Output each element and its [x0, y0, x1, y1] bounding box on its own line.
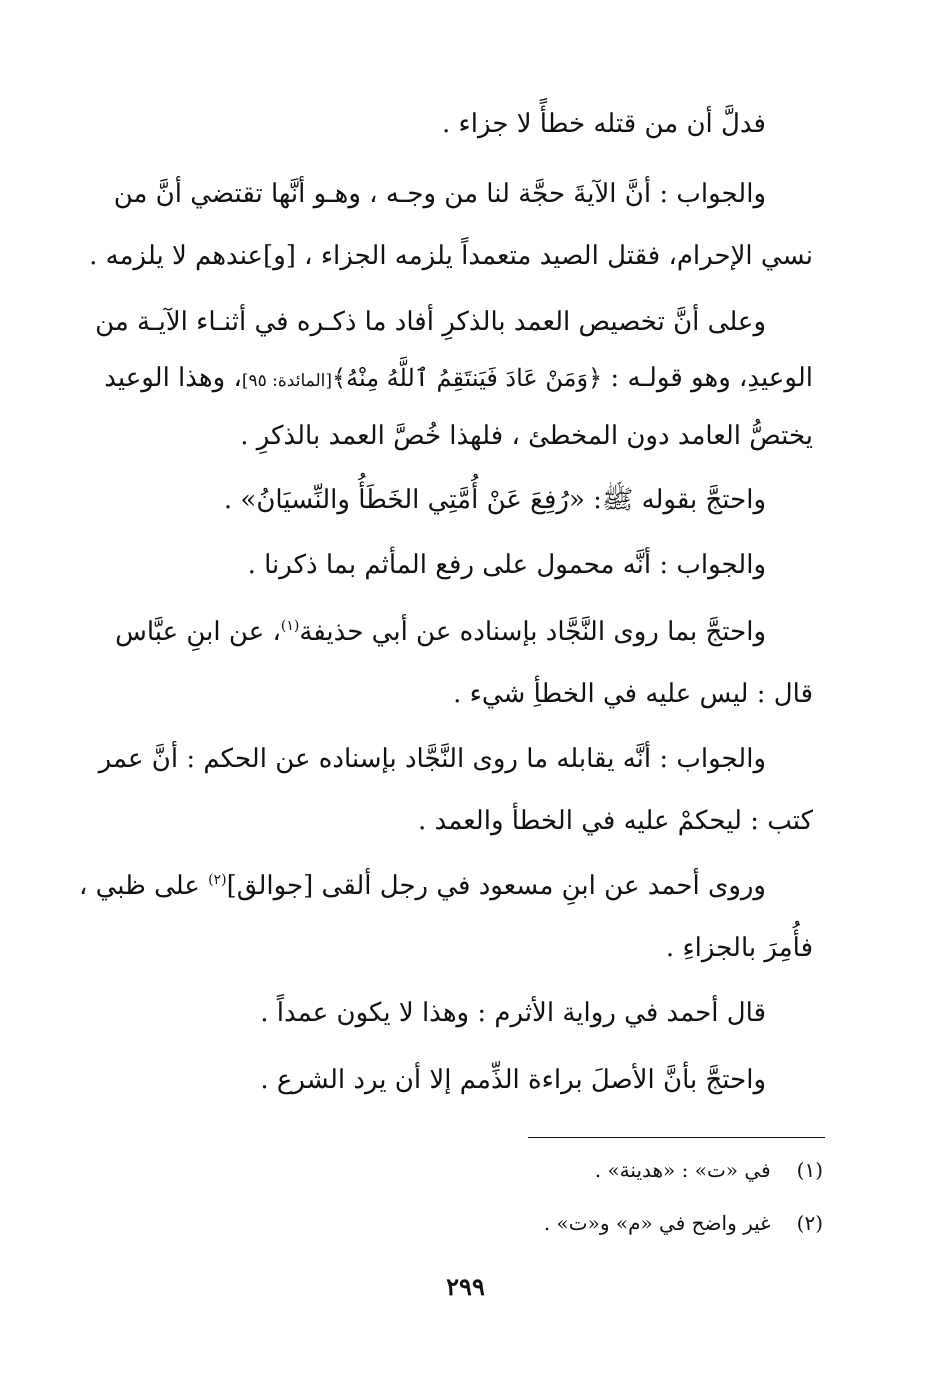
paragraph-7-line-2: كتب : ليحكمْ عليه في الخطأ والعمد .: [418, 806, 813, 836]
paragraph-4-line-1: واحتجَّ بقوله ﷺ: «رُفِعَ عَنْ أُمَّتِي الخَطَأُ والنِّسيَانُ» .: [223, 485, 766, 515]
paragraph-9-line-1: قال أحمد في رواية الأثرم : وهذا لا يكون عمداً .: [260, 998, 766, 1028]
paragraph-6-line-2: قال : ليس عليه في الخطأِ شيء .: [453, 679, 813, 709]
paragraph-8-line-2: فأُمِرَ بالجزاءِ .: [665, 933, 813, 963]
footnote-1-text: في «ت» : «هدينة» .: [594, 1158, 771, 1182]
paragraph-6-line-1-start: واحتجَّ بما روى النَّجَّاد بإسناده عن أبي حذيفة: [299, 617, 766, 647]
paragraph-6-line-1: [115, 612, 766, 652]
paragraph-3-line-2-end: ، وهذا الوعيد: [104, 363, 242, 393]
paragraph-3-line-1: وعلى أنَّ تخصيص العمد بالذكرِ أفاد ما ذكـره في أثنـاء الآيـة من: [95, 307, 766, 337]
paragraph-3-line-3: يختصُّ العامد دون المخطئ ، فلهذا خُصَّ العمد بالذكرِ .: [240, 421, 813, 451]
paragraph-10-line-1: واحتجَّ بأنَّ الأصلَ براءة الذِّمم إلا أن يرد الشرع .: [260, 1065, 766, 1095]
quran-verse: ﴿وَمَنْ عَادَ فَيَنتَقِمُ ٱللَّهُ مِنْهُ﴾: [332, 364, 603, 392]
footnote-marker-2: (٢): [208, 872, 227, 888]
paragraph-7-line-1: والجواب : أنَّه يقابله ما روى النَّجَّاد بإسناده عن الحكم : أنَّ عمر: [98, 744, 766, 774]
footnote-separator: [528, 1137, 825, 1138]
paragraph-8-line-1-end: على ظبي ،: [78, 871, 209, 901]
paragraph-8-line-1-start: وروى أحمد عن ابنِ مسعود في رجل ألقى [جوالق]: [226, 871, 766, 901]
footnote-1-number: (١): [796, 1158, 823, 1182]
page-number: ٢٩٩: [446, 1272, 485, 1301]
footnote-2-text: غير واضح في «م» و«ت» .: [543, 1211, 771, 1235]
paragraph-3-line-2: [104, 358, 813, 398]
footnote-1: [595, 1155, 823, 1185]
paragraph-2-line-1: والجواب : أنَّ الآيةَ حجَّة لنا من وجـه ، وهـو أنَّها تقتضي أنَّ من: [113, 179, 766, 209]
footnote-2: [544, 1208, 823, 1238]
verse-reference: [المائدة: ٩٥]: [241, 371, 333, 391]
paragraph-2-line-2: نسي الإحرام، فقتل الصيد متعمداً يلزمه الجزاء ، [و]عندهم لا يلزمه .: [89, 241, 813, 271]
paragraph-1-line-1: فدلَّ أن من قتله خطأً لا جزاء .: [442, 109, 766, 139]
footnote-marker-1: (١): [280, 618, 300, 634]
footnote-2-number: (٢): [796, 1211, 823, 1235]
paragraph-6-line-1-end: ، عن ابنِ عبَّاس: [115, 617, 281, 647]
paragraph-5-line-1: والجواب : أنَّه محمول على رفع المأثم بما ذكرنا .: [247, 550, 766, 580]
paragraph-3-line-2-start: الوعيدِ، وهو قولـه :: [602, 363, 813, 393]
paragraph-8-line-1: [79, 866, 766, 906]
